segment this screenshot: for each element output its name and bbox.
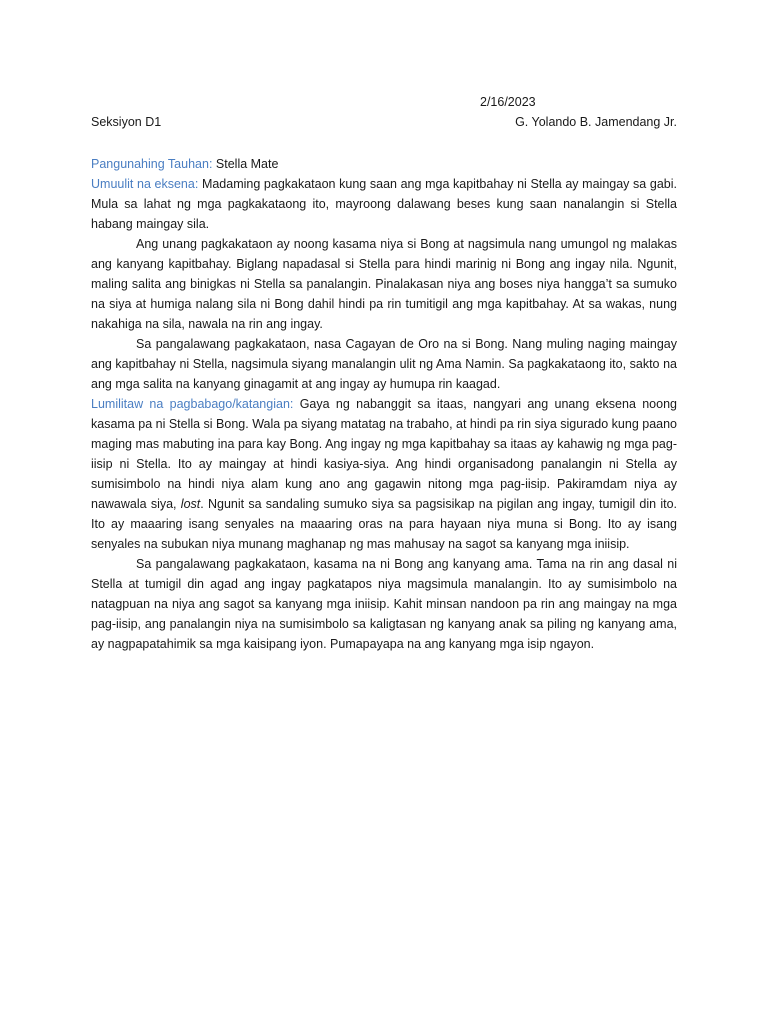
main-character-label: Pangunahing Tauhan: [91,157,213,171]
change-text-before: Gaya ng nabanggit sa itaas, nangyari ang unang eksena noong kasama pa ni Stella si Bong. Wala pa siyang matatag na trabaho, at hindi pa rin siya sigurado kung paano maging mas mabuting ina para kay Bong. Ang ingay ng mga kapitbahay sa itaas ay kahawig ng mga pag-iisip ni Stella. Ito ay maingay at hindi kasiya-siya. Ang hindi organisadong panalangin ni Stella ay sumisimbolo na hindi niya alam kung ano ang gagawin nitong mga pag-iisip. Pakiramdam niya ay nawawala siya, [91,397,678,511]
main-character-line [91,154,677,174]
recurring-scene-paragraph [91,174,677,234]
change-label: Lumilitaw na pagbabago/katangian: [91,397,294,411]
author-name: G. Yolando B. Jamendang Jr. [515,115,677,129]
change-italic-word: lost [180,497,201,511]
second-instance-paragraph: Sa pangalawang pagkakataon, nasa Cagayan de Oro na si Bong. Nang muling naging maingay ang kapitbahay ni Stella, nagsimula siyang manalangin ulit ng Ama Namin. Sa pagkakataong ito, sakto na ang mga salita na kanyang ginagamit at ang ingay ay humupa rin kaagad. [91,337,677,391]
first-instance-paragraph: Ang unang pagkakataon ay noong kasama niya si Bong at nagsimula nang umungol ng malakas ang kanyang kapitbahay. Biglang napadasal si Stella para hindi marinig ni Bong ang ingay nila. Ngunit, maling salita ang binigkas ni Stella sa panalangin. Pinalakasan niya ang boses niya hangga’t sa sumuko na siya at humiga nalang sila ni Bong dahil hindi pa rin tumitigil ang mga kapitbahay. At sa wakas, nung nakahiga na sila, nawala na rin ang ingay. [91,237,677,331]
change-paragraph [91,394,677,554]
recurring-scene-label: Umuulit na eksena: [91,177,199,191]
document-date: 2/16/2023 [480,95,536,109]
change-text-after: . Ngunit sa sandaling sumuko siya sa pagsisikap na pigilan ang ingay, tumigil din ito. Ito ay maaaring isang senyales na maaaring oras na para hayaan niya muna si Bong. Ito ay isang senyales na subukan niya munang maghanap ng mas mahusay na sagot sa kanyang mga iniisip. [91,497,678,551]
document-header [91,114,677,130]
recurring-scene-text: Madaming pagkakataon kung saan ang mga kapitbahay ni Stella ay maingay sa gabi. Mula sa lahat ng mga pagkakataong ito, mayroong dalawang beses kung saan nanalangin si Stella habang maingay sila. [91,177,677,231]
document-body [91,154,677,654]
final-paragraph: Sa pangalawang pagkakataon, kasama na ni Bong ang kanyang ama. Tama na rin ang dasal ni Stella at tumigil din agad ang ingay pagkatapos niya magsimula manalangin. Ito ay sumisimbolo na natagpuan na niya ang sagot sa kanyang mga iniisip. Kahit minsan nandoon pa rin ang maingay na mga pag-iisip, ang panalangin niya na sumisimbolo sa kaligtasan ng kanyang anak sa piling ng kanyang ama, ay nagpapatahimik sa mga kaisipang iyon. Pumapayapa na ang kanyang mga isip ngayon. [91,557,677,651]
section-label: Seksiyon D1 [91,115,162,129]
main-character-value: Stella Mate [215,157,279,171]
